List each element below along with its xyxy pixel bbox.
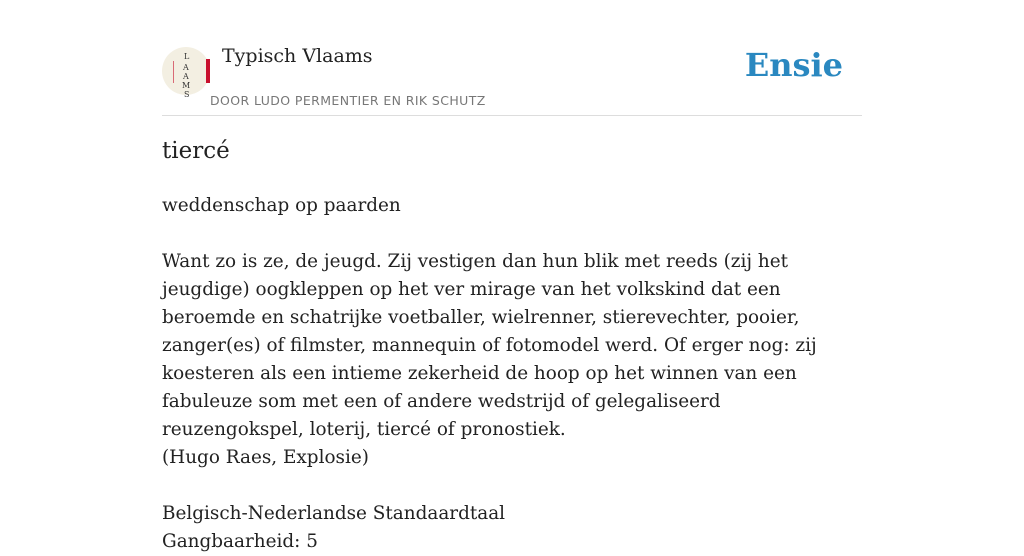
logo-letter: L: [184, 52, 190, 61]
site-logo[interactable]: [162, 47, 210, 99]
logo-letter: A: [183, 72, 189, 81]
entry-content: [162, 192, 866, 556]
entry-language: Belgisch-Nederlandse Standaardtaal: [162, 503, 506, 524]
entry-quote: Want zo is ze, de jeugd. Zij vestigen dan hun blik met reeds (zij het jeugdige) oogkleppen op het ver mirage van het volkskind dat een beroemde en schatrijke voetballer, wielrenner, stierevechter, pooier, zanger(es) of filmster, mannequin of fotomodel werd. Of erger nog: zij koesteren als een intieme zekerheid de hoop op het winnen van een fabuleuze som met een of andere wedstrijd of gelegaliseerd reuzengokspel, loterij, tiercé of pronostiek.: [162, 251, 817, 440]
entry-usage: Gangbaarheid: 5: [162, 531, 318, 552]
entry-quote-source: (Hugo Raes, Explosie): [162, 447, 369, 468]
spacer: [162, 220, 866, 248]
site-title[interactable]: Typisch Vlaams: [222, 45, 373, 67]
entry-card: [162, 0, 862, 552]
logo-letter: A: [183, 63, 189, 72]
logo-letter: M: [182, 81, 191, 90]
header: [162, 0, 862, 116]
entry-definition: weddenschap op paarden: [162, 195, 401, 216]
logo-accent-line: [173, 61, 177, 83]
logo-letter: S: [184, 90, 190, 99]
byline: DOOR LUDO PERMENTIER EN RIK SCHUTZ: [210, 93, 486, 108]
logo-red-bar: [206, 59, 210, 83]
spacer: [162, 472, 866, 500]
entry-word: tiercé: [162, 138, 230, 164]
brand-logo[interactable]: Ensie: [744, 46, 843, 84]
